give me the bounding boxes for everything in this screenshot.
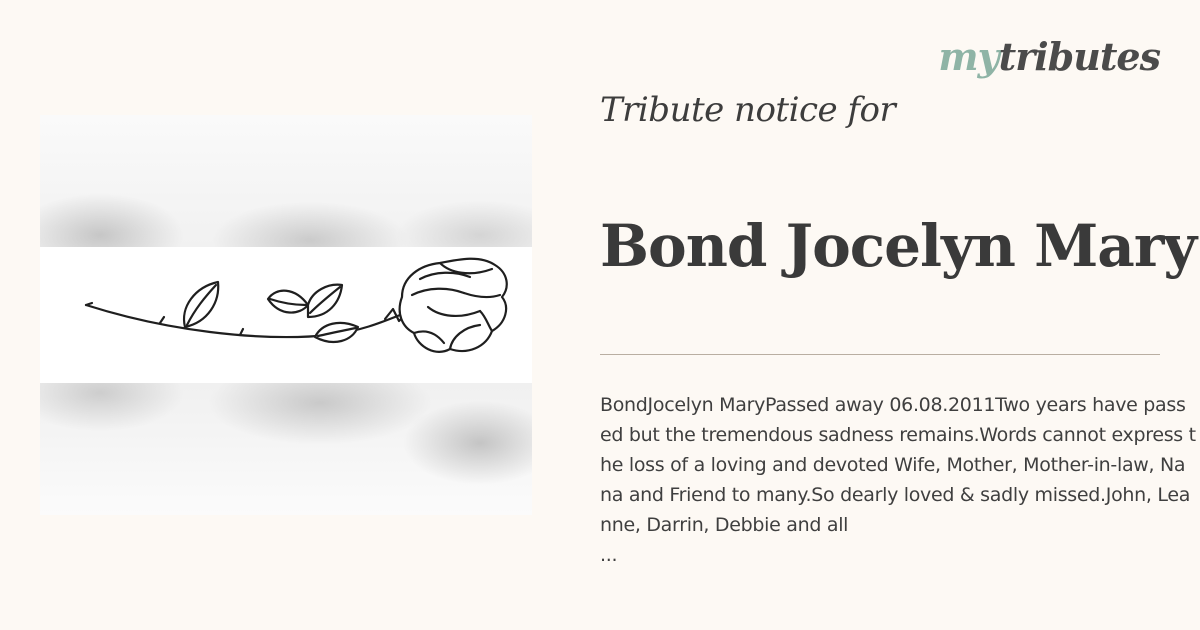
excerpt-ellipsis: ... — [600, 544, 618, 566]
image-blur-bottom — [40, 383, 532, 515]
logo-tributes-text: tributes — [998, 34, 1160, 79]
tribute-excerpt-text: BondJocelyn MaryPassed away 06.08.2011Two years have passed but the tremendous sadness remains.Words cannot express the loss of a loving and devoted Wife, Mother, Mother-in-law, Nana and Friend to many.So dearly loved & sadly missed.John, Leanne, Darrin, Debbie and all — [600, 394, 1196, 536]
deceased-name: Bond Jocelyn Mary — [600, 212, 1197, 280]
image-blur-top — [40, 115, 532, 247]
tribute-excerpt — [600, 390, 1196, 570]
logo-my-text: my — [938, 34, 999, 79]
rose-icon — [40, 247, 532, 383]
tribute-image — [40, 115, 532, 515]
mytributes-logo[interactable] — [938, 34, 1160, 79]
tribute-notice-label: Tribute notice for — [600, 90, 896, 130]
divider — [600, 354, 1160, 355]
